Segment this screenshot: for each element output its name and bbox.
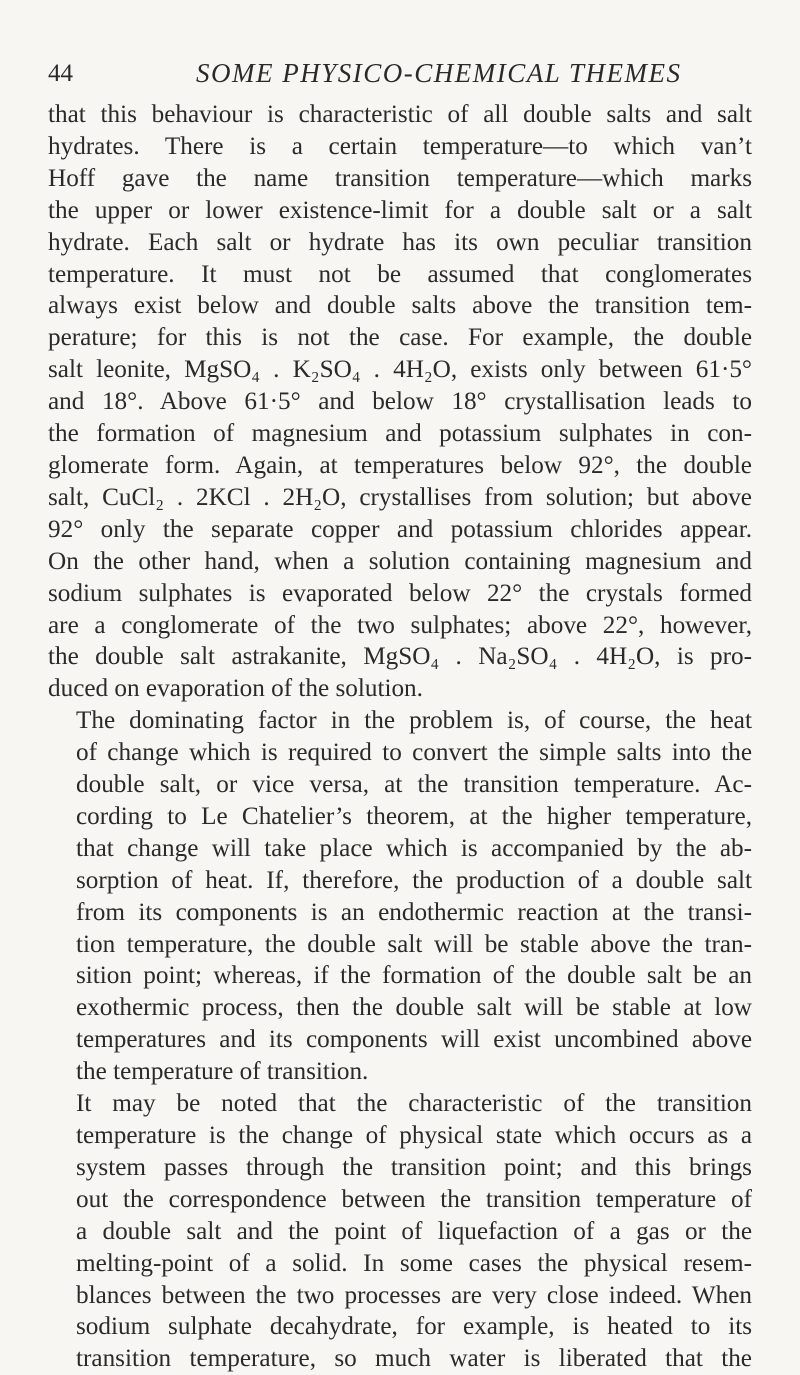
paragraph-3 xyxy=(48,1088,752,1375)
text-line: from its components is an endothermic reaction at the transi- xyxy=(76,898,752,926)
text-line: It may be noted that the characteristic of the transition xyxy=(76,1090,752,1118)
text-line: glomerate form. Again, at temperatures below 92°, the double xyxy=(48,451,752,479)
text-line: hydrates. There is a certain temperature—to which van’t xyxy=(48,132,752,160)
text-line: perature; for this is not the case. For example, the double xyxy=(48,324,752,352)
text-line: system passes through the transition point; and this brings xyxy=(76,1153,752,1181)
page-number: 44 xyxy=(48,60,73,87)
text-line: blances between the two processes are very close indeed. When xyxy=(76,1281,752,1309)
text-line: transition temperature, so much water is liberated that the xyxy=(76,1345,752,1373)
text-line: and 18°. Above 61·5° and below 18° crystallisation leads to xyxy=(48,388,752,416)
text-line: 92° only the separate copper and potassium chlorides appear. xyxy=(48,515,752,543)
text-line: a double salt and the point of liquefaction of a gas or the xyxy=(76,1217,752,1245)
text-line: always exist below and double salts above the transition tem- xyxy=(48,292,752,320)
running-title: SOME PHYSICO-CHEMICAL THEMES xyxy=(196,58,682,88)
text-line: the temperature of transition. xyxy=(76,1058,369,1086)
text-line: temperature. It must not be assumed that conglomerates xyxy=(48,260,752,288)
text-line: sition point; whereas, if the formation of the double salt be an xyxy=(76,962,752,990)
text-line: cording to Le Chatelier’s theorem, at the higher temperature, xyxy=(76,802,752,830)
text-line: double salt, or vice versa, at the transition temperature. Ac- xyxy=(76,771,752,799)
text-line: salt leonite, MgSO₄ . K₂SO₄ . 4H₂O, exists only between 61·5° xyxy=(48,356,752,384)
text-line: On the other hand, when a solution containing magnesium and xyxy=(48,547,752,575)
text-line: are a conglomerate of the two sulphates; above 22°, however, xyxy=(48,611,752,639)
text-line: sodium sulphate decahydrate, for example, is heated to its xyxy=(76,1313,752,1341)
text-line: the double salt astrakanite, MgSO₄ . Na₂SO₄ . 4H₂O, is pro- xyxy=(48,643,752,671)
text-line: exothermic process, then the double salt will be stable at low xyxy=(76,994,752,1022)
text-line: melting-point of a solid. In some cases the physical resem- xyxy=(76,1249,752,1277)
text-line: duced on evaporation of the solution. xyxy=(48,675,423,703)
text-line: of change which is required to convert the simple salts into the xyxy=(76,739,752,767)
text-line: that this behaviour is characteristic of all double salts and salt xyxy=(48,101,752,128)
text-line: The dominating factor in the problem is, of course, the heat xyxy=(76,707,752,735)
paragraph-2 xyxy=(48,705,752,1088)
text-line: sodium sulphates is evaporated below 22° the crystals formed xyxy=(48,579,752,607)
paragraph-1 xyxy=(48,99,752,705)
text-line: temperatures and its components will exist uncombined above xyxy=(76,1026,752,1054)
text-line: temperature is the change of physical state which occurs as a xyxy=(76,1122,752,1149)
text-line: salt, CuCl₂ . 2KCl . 2H₂O, crystallises from solution; but above xyxy=(48,483,752,511)
text-line: hydrate. Each salt or hydrate has its own peculiar transition xyxy=(48,228,752,256)
text-line: tion temperature, the double salt will be stable above the tran- xyxy=(76,930,752,958)
text-line: the upper or lower existence-limit for a double salt or a salt xyxy=(48,196,752,224)
text-line: Hoff gave the name transition temperature—which marks xyxy=(48,164,752,192)
text-line: the formation of magnesium and potassium sulphates in con- xyxy=(48,420,752,448)
text-line: sorption of heat. If, therefore, the production of a double salt xyxy=(76,866,752,894)
body-text xyxy=(48,99,752,1375)
page-header xyxy=(0,52,800,92)
text-line: out the correspondence between the transition temperature of xyxy=(76,1185,752,1213)
text-line: that change will take place which is accompanied by the ab- xyxy=(76,834,752,862)
